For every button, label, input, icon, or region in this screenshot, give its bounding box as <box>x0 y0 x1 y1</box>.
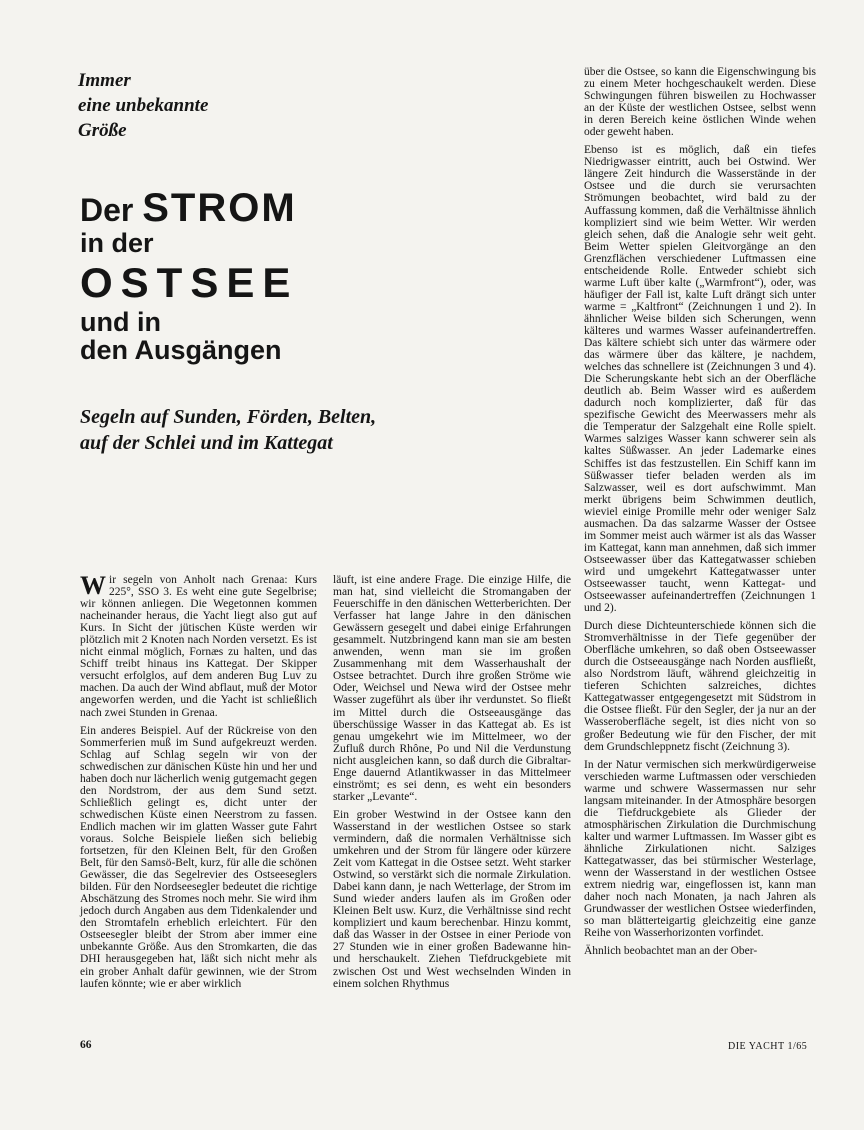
paragraph: Ein grober Westwind in der Ostsee kann den Wasserstand in der westlichen Ostsee so stark vermindern, daß die normalen Verhältnisse sich umkehren und der Strom für längere oder kürzere Zeit vom Kattegat in die Ostsee setzt. Weht starker Ostwind, so verstärkt sich die normale Zirkulation. Dabei kann dann, je nach Wetterlage, der Strom im Sund wieder anders laufen als im Großen oder Kleinen Belt usw. Kurz, die Verhältnisse sind recht kompliziert und kaum berechenbar. Hinzu kommt, daß das Wasser in der Ostsee in einer Periode von 27 Stunden wie in einer großen Badewanne hin- und herschaukelt. Ziehen Tiefdruckgebiete mit zwischen Ost und West wechselnden Winden in einem solchen Rhythmus <box>333 808 571 990</box>
kicker-line: eine unbekannte <box>78 95 209 116</box>
article-kicker <box>78 68 208 143</box>
article-subtitle <box>80 404 376 456</box>
subtitle-line: Segeln auf Sunden, Förden, Belten, <box>80 406 377 428</box>
title-line: und in <box>80 307 161 337</box>
title-word-strom: STROM <box>142 186 297 230</box>
kicker-line: Größe <box>78 120 127 141</box>
paragraph: Ebenso ist es möglich, daß ein tiefes Niedrigwasser eintritt, auch bei Ostwind. Wer längere Zeit hindurch die Wasserstände in der Ostsee und die durch sie verursachten Strömungen beobachtet, wird bald zu der Auffassung kommen, daß die Verhältnisse ähnlich kompliziert sind wie beim Wetter. Wir werden gleich sehen, daß die Analogie sehr weit geht. Beim Wetter spielen Gleitvorgänge an den Grenzflächen verschiedener Luftmassen eine entscheidende Rolle. Entweder schiebt sich warme Luft über kalte („Warmfront“), oder, was häufiger der Fall ist, kalte Luft drängt sich unter warme = „Kaltfront“ (Zeichnungen 1 und 2). In ähnlicher Weise bilden sich Scherungen, wenn kälteres und warmes Wasser aufeinandertreffen. Das kältere schiebt sich unter das wärmere oder das wärmere über das kältere, je nachdem, welches das schnellere ist (Zeichnungen 3 und 4). Die Scherungskante hebt sich an der Oberfläche deutlich ab. Beim Wasser wird es außerdem dadurch noch komplizierter, daß für das spezifische Gewicht des Meerwassers mehr als die Temperatur der Salzgehalt eine Rolle spielt. Warmes salziges Wasser kann schwerer sein als kaltes Süßwasser. An jeder Lademarke eines Schiffes ist das festzustellen. Ein Schiff kann im Süßwasser tiefer beladen werden als im Salzwasser, weil es dort aufschwimmt. Man merkt übrigens beim Schwimmen deutlich, wieviel einige Promille mehr oder weniger Salz ausmachen. Da das salzarme Wasser der Ostsee im Sommer meist auch wärmer ist als das Wasser im Kattegat, kann man annehmen, daß sich immer Ostseewasser über das Kattegatwasser schieben wird und umgekehrt Kattegatwasser unter Ostseewasser taucht, wenn Kattegat- und Ostseewasser aufeinandertreffen (Zeichnungen 1 und 2). <box>584 144 816 615</box>
paragraph: Ein anderes Beispiel. Auf der Rückreise von den Sommerferien muß im Sund aufgekreuzt werden. Schlag auf Schlag segeln wir von der schwedischen zur dänischen Küste hin und her und haben doch nur lächerlich wenig gutgemacht gegen den Nordstrom, der aus dem Sund setzt. Schließlich gelingt es, dicht unter der schwedischen Küste einen Neerstrom zu fassen. Endlich machen wir im glatten Wasser gute Fahrt voraus. Solche Beispiele ließen sich beliebig fortsetzen, für den Kleinen Belt, für den Großen Belt, für den Samsö-Belt, kurz, für alle die schönen Gewässer, die das Segelrevier des Ostseeseglers bilden. Für den Nordseesegler bedeutet die richtige Abschätzung des Stromes noch mehr. Sie wird ihm jedoch durch Angaben aus dem Tidenkalender und den Stromtafeln erheblich erleichtert. Für den Ostseesegler bleibt der Strom aber immer eine unbekannte Größe. Aus den Stromkarten, die das DHI herausgegeben hat, läßt sich nicht mehr als ein grober Anhalt dafür gewinnen, wie der Strom laufen könnte; wie er aber wirklich <box>80 724 317 990</box>
title-line: den Ausgängen <box>80 335 282 365</box>
paragraph: Wir segeln von Anholt nach Grenaa: Kurs 225°, SSO 3. Es weht eine gute Segelbrise; wir können anliegen. Die Wegetonnen kommen nacheinander heraus, die Yacht liegt also gut auf Kurs. In Sicht der jütischen Küste werden wir plötzlich mit 2 Knoten nach Norden versetzt. Es ist nicht einmal möglich, Fornæs zu halten, und das Schiff treibt hinaus ins Kattegat. Der Skipper versucht erfolglos, auf dem anderen Bug Luv zu machen. Da auch der Wind abflaut, muß der Motor angeworfen werden, und die Yacht ist schließlich nach zwei Stunden in Grenaa. <box>80 571 317 719</box>
page-number: 66 <box>80 1039 92 1051</box>
text-column-2 <box>333 574 571 996</box>
title-word-ostsee: OSTSEE <box>80 259 299 306</box>
paragraph: Durch diese Dichteunterschiede können sich die Stromverhältnisse in der Tiefe gegenüber der Oberfläche umkehren, so daß oben Ostseewasser durch die Ostseeausgänge nach Norden ausfließt, also Nordstrom läuft, während gleichzeitig in tieferen Schichten salzreiches, dichtes Kattegatwasser entgegengesetzt mit Südstrom in die Ostsee fließt. Für den Segler, der ja nur an der Wasseroberfläche segelt, ist dies nicht von so großer Bedeutung wie für den Fischer, der mit dem Grundschleppnetz fischt (Zeichnung 3). <box>584 620 816 753</box>
paragraph: Ähnlich beobachtet man an der Ober- <box>584 945 758 958</box>
paragraph: läuft, ist eine andere Frage. Die einzige Hilfe, die man hat, sind vielleicht die Stromangaben der Feuerschiffe in den dänischen Wetterberichten. Der Verfasser hat lange Jahre in den dänischen Gewässern gesegelt und dabei einige Erfahrungen gesammelt. Nutzbringend kann man sie am besten anwenden, wenn man sie im großen Zusammenhang mit dem Wasserhaushalt der Ostsee betrachtet. Durch ihre großen Ströme wie Oder, Weichsel und Newa wird der Ostsee mehr Wasser zugeführt als über ihr verdunstet. So fließt im Mittel durch die Ostseeausgänge das überschüssige Wasser in das Kattegat ab. Es ist genau umgekehrt wie im Mittelmeer, wo der Zufluß durch Rhône, Po und Nil die Verdunstung nicht ausgleichen kann, so daß durch die Gibraltar-Enge dauernd Atlantikwasser in das Mittelmeer einströmt; es sei denn, es weht ein besonders starker „Levante“. <box>333 574 571 803</box>
paragraph: In der Natur vermischen sich merkwürdigerweise verschieden warme Luftmassen oder verschieden warme und schwere Wassermassen nur sehr langsam miteinander. In der Atmosphäre besorgen die Tiefdruckgebiete als Glieder der atmosphärischen Zirkulation die Durchmischung kalter und warmer Luftmassen. Im Wasser gibt es ähnliche Zirkulationen nicht. Salziges Kattegatwasser, das bei stürmischer Westerlage, wenn der Wasserstand in der westlichen Ostsee extrem niedrig war, eingeflossen ist, kann man daher noch nach Monaten, ja nach Jahren als Grundwasser der westlichen Ostsee wiederfinden, so man blätterteigartig gleichzeitig eine ganze Reihe von Wasserhorizonten vorfindet. <box>584 758 816 940</box>
magazine-issue: DIE YACHT 1/65 <box>728 1041 808 1052</box>
text-column-3 <box>584 66 816 963</box>
title-line: in der <box>80 228 154 258</box>
text-column-1 <box>80 571 317 996</box>
article-title <box>80 186 299 365</box>
drop-cap: W <box>80 571 106 600</box>
subtitle-line: auf der Schlei und im Kattegat <box>80 432 333 454</box>
kicker-line: Immer <box>78 70 131 91</box>
paragraph: über die Ostsee, so kann die Eigenschwingung bis zu einem Meter hochgeschaukelt werden. Diese Schwingungen führen bisweilen zu Hochwasser an der Küste der westlichen Ostsee, selbst wenn in deren Bereich keine östlichen Winde wehen oder geweht haben. <box>584 66 816 139</box>
title-word-der: Der <box>80 192 143 228</box>
